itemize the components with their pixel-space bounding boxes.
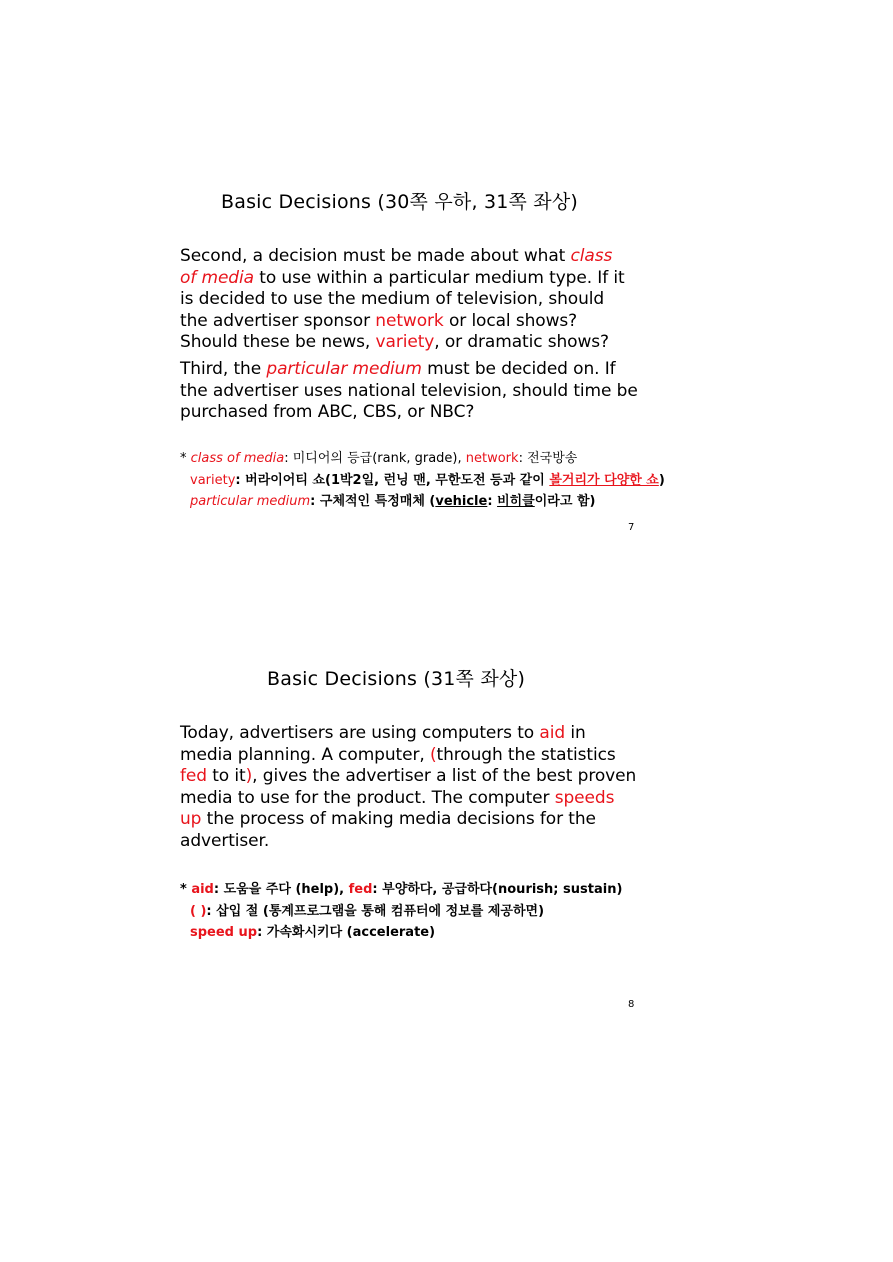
slide-1-notes	[180, 448, 665, 513]
term-aid: aid	[539, 723, 566, 743]
slide-2-notes	[180, 879, 622, 944]
slide-1-paragraph-1: Second, a decision must be made about what class of media to use within a particular medium type. If it is decided to use the medium of television, should the advertiser sponsor network or local shows? Should these be news, variety, or dramatic shows?	[180, 246, 625, 353]
note-line-1: * class of media: 미디어의 등급(rank, grade), network: 전국방송	[180, 451, 578, 466]
slide-1-title: Basic Decisions (30쪽 우하, 31쪽 좌상)	[221, 191, 579, 213]
note-line-2: variety: 버라이어티 쇼(1박2일, 런닝 맨, 무한도전 등과 같이 볼거리가 다양한 쇼)	[190, 472, 665, 488]
term-speeds: speeds	[554, 787, 615, 808]
term-up: up	[180, 809, 202, 830]
page-number: 8	[628, 999, 635, 1010]
term-class-of-media: class	[570, 246, 613, 266]
term-fed: fed	[180, 766, 207, 787]
term-network: network	[375, 310, 444, 331]
slide-1-paragraph-2: Third, the particular medium must be decided on. If the advertiser uses national television, should time be purchased from ABC, CBS, or NBC?	[180, 359, 638, 423]
note-line-3: speed up: 가속화시키다 (accelerate)	[190, 925, 436, 940]
term-variety: variety	[375, 332, 435, 353]
term-particular-medium: particular medium	[266, 359, 422, 379]
slide-2-title: Basic Decisions (31쪽 좌상)	[267, 668, 526, 690]
page-number: 7	[628, 522, 635, 533]
note-line-2: ( ): 삽입 절 (통계프로그램을 통해 컴퓨터에 정보를 제공하면)	[190, 903, 545, 919]
slide-2-paragraph: Today, advertisers are using computers to aid in media planning. A computer, (through the statistics fed to it), gives the advertiser a list of the best proven media to use for the product. The computer speeds up the process of making media decisions for the advertiser.	[180, 723, 637, 851]
note-line-1: * aid: 도움을 주다 (help), fed: 부양하다, 공급하다(nourish; sustain)	[180, 882, 623, 897]
note-line-3: particular medium: 구체적인 특정매체 (vehicle: 비히클이라고 함)	[190, 494, 596, 509]
